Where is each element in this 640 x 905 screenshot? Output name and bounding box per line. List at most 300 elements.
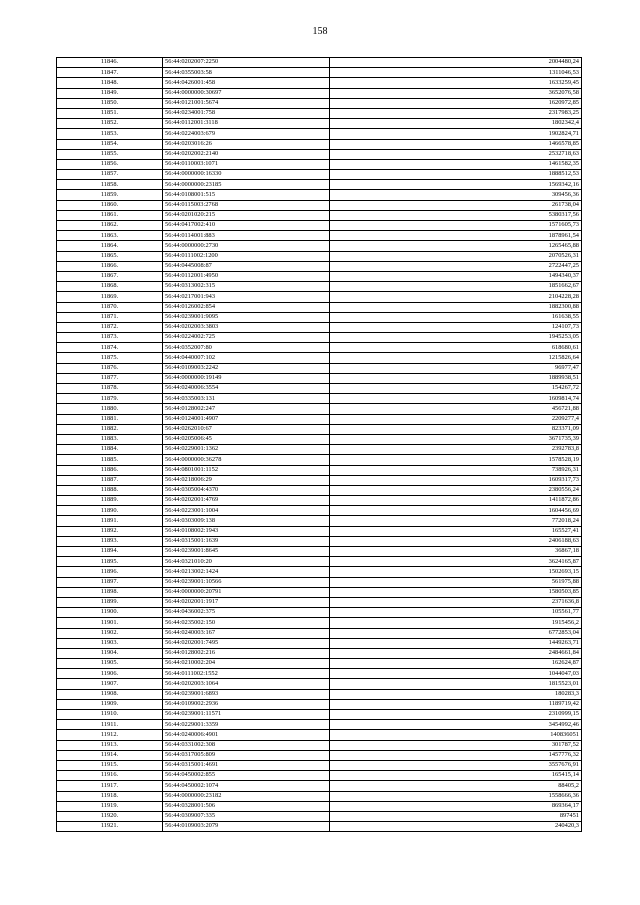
- cadastral-value: 165415,14: [330, 771, 582, 781]
- cadastral-value: 3557676,91: [330, 760, 582, 770]
- row-number: 11846.: [57, 58, 163, 68]
- cadastral-number: 56:44:0234001:758: [163, 108, 330, 118]
- row-number: 11852.: [57, 119, 163, 129]
- cadastral-value: 561975,88: [330, 577, 582, 587]
- cadastral-value: 1882300,88: [330, 302, 582, 312]
- row-number: 11861.: [57, 210, 163, 220]
- cadastral-value: 165527,41: [330, 526, 582, 536]
- cadastral-value: 1265465,88: [330, 241, 582, 251]
- cadastral-number: 56:44:0109002:2936: [163, 699, 330, 709]
- cadastral-number: 56:44:0202002:2140: [163, 149, 330, 159]
- table-row: [57, 750, 582, 760]
- table-row: [57, 689, 582, 699]
- cadastral-value: 1633259,45: [330, 78, 582, 88]
- cadastral-value: 240420,3: [330, 822, 582, 832]
- cadastral-value: 1411872,86: [330, 496, 582, 506]
- cadastral-value: 2532718,63: [330, 149, 582, 159]
- row-number: 11855.: [57, 149, 163, 159]
- table-row: [57, 302, 582, 312]
- cadastral-value: 2371636,8: [330, 597, 582, 607]
- cadastral-value: 2004480,24: [330, 58, 582, 68]
- cadastral-number: 56:44:0331002:308: [163, 740, 330, 750]
- table-row: [57, 434, 582, 444]
- cadastral-number: 56:44:0128002:216: [163, 648, 330, 658]
- cadastral-number: 56:44:0450002:855: [163, 771, 330, 781]
- cadastral-number: 56:44:0450002:1074: [163, 781, 330, 791]
- cadastral-number: 56:44:0000000:23185: [163, 180, 330, 190]
- cadastral-value: 1189719,42: [330, 699, 582, 709]
- cadastral-value: 2310999,15: [330, 710, 582, 720]
- row-number: 11858.: [57, 180, 163, 190]
- cadastral-number: 56:44:0124001:4907: [163, 414, 330, 424]
- table-row: [57, 679, 582, 689]
- row-number: 11850.: [57, 98, 163, 108]
- table-row: [57, 170, 582, 180]
- table-row: [57, 119, 582, 129]
- cadastral-number: 56:44:0239001:9095: [163, 312, 330, 322]
- cadastral-number: 56:44:0115003:2768: [163, 200, 330, 210]
- cadastral-value: 897451: [330, 811, 582, 821]
- row-number: 11914.: [57, 750, 163, 760]
- cadastral-number: 56:44:0801001:1152: [163, 465, 330, 475]
- cadastral-number: 56:44:0203016:26: [163, 139, 330, 149]
- cadastral-number: 56:44:0240003:167: [163, 628, 330, 638]
- cadastral-number: 56:44:0239001:6893: [163, 689, 330, 699]
- cadastral-value: 2722447,25: [330, 261, 582, 271]
- cadastral-value: 124107,73: [330, 322, 582, 332]
- row-number: 11908.: [57, 689, 163, 699]
- table-row: [57, 536, 582, 546]
- row-number: 11864.: [57, 241, 163, 251]
- cadastral-number: 56:44:0240006:3554: [163, 384, 330, 394]
- table-row: [57, 628, 582, 638]
- row-number: 11907.: [57, 679, 163, 689]
- cadastral-value: 2406188,63: [330, 536, 582, 546]
- cadastral-value: 1311046,53: [330, 68, 582, 78]
- table-row: [57, 516, 582, 526]
- cadastral-number: 56:44:0000000:36278: [163, 455, 330, 465]
- cadastral-number: 56:44:0235002:150: [163, 618, 330, 628]
- cadastral-value: 1851662,67: [330, 282, 582, 292]
- cadastral-number: 56:44:0321010:20: [163, 557, 330, 567]
- table-row: [57, 822, 582, 832]
- table-row: [57, 730, 582, 740]
- row-number: 11876.: [57, 363, 163, 373]
- row-number: 11860.: [57, 200, 163, 210]
- table-row: [57, 771, 582, 781]
- cadastral-value: 2070526,31: [330, 251, 582, 261]
- cadastral-value: 772018,24: [330, 516, 582, 526]
- row-number: 11869.: [57, 292, 163, 302]
- table-row: [57, 659, 582, 669]
- cadastral-number: 56:44:0417002:410: [163, 221, 330, 231]
- row-number: 11867.: [57, 271, 163, 281]
- cadastral-number: 56:44:0229001:3359: [163, 720, 330, 730]
- cadastral-value: 1815523,01: [330, 679, 582, 689]
- table-row: [57, 98, 582, 108]
- row-number: 11913.: [57, 740, 163, 750]
- cadastral-number: 56:44:0126002:854: [163, 302, 330, 312]
- row-number: 11857.: [57, 170, 163, 180]
- row-number: 11884.: [57, 445, 163, 455]
- cadastral-value: 1888512,53: [330, 170, 582, 180]
- cadastral-value: 2380556,24: [330, 485, 582, 495]
- row-number: 11856.: [57, 159, 163, 169]
- cadastral-number: 56:44:0315001:1639: [163, 536, 330, 546]
- table-row: [57, 424, 582, 434]
- row-number: 11851.: [57, 108, 163, 118]
- table-row: [57, 740, 582, 750]
- table-row: [57, 506, 582, 516]
- row-number: 11866.: [57, 261, 163, 271]
- row-number: 11875.: [57, 353, 163, 363]
- table-row: [57, 781, 582, 791]
- row-number: 11902.: [57, 628, 163, 638]
- row-number: 11899.: [57, 597, 163, 607]
- cadastral-value: 2104228,28: [330, 292, 582, 302]
- cadastral-value: 96977,47: [330, 363, 582, 373]
- cadastral-value: 869364,17: [330, 801, 582, 811]
- cadastral-value: 154267,72: [330, 384, 582, 394]
- row-number: 11881.: [57, 414, 163, 424]
- table-row: [57, 312, 582, 322]
- cadastral-number: 56:44:0202001:1917: [163, 597, 330, 607]
- row-number: 11859.: [57, 190, 163, 200]
- row-number: 11901.: [57, 618, 163, 628]
- table-row: [57, 648, 582, 658]
- row-number: 11915.: [57, 760, 163, 770]
- table-row: [57, 108, 582, 118]
- row-number: 11888.: [57, 485, 163, 495]
- table-row: [57, 159, 582, 169]
- cadastral-value: 180283,3: [330, 689, 582, 699]
- cadastral-value: 161638,55: [330, 312, 582, 322]
- cadastral-value: 618680,61: [330, 343, 582, 353]
- table-row: [57, 271, 582, 281]
- table-row: [57, 180, 582, 190]
- cadastral-number: 56:44:0111002:1552: [163, 669, 330, 679]
- row-number: 11911.: [57, 720, 163, 730]
- row-number: 11868.: [57, 282, 163, 292]
- table-row: [57, 231, 582, 241]
- row-number: 11894.: [57, 547, 163, 557]
- table-row: [57, 190, 582, 200]
- row-number: 11920.: [57, 811, 163, 821]
- table-row: [57, 373, 582, 383]
- cadastral-number: 56:44:0239001:10566: [163, 577, 330, 587]
- row-number: 11893.: [57, 536, 163, 546]
- cadastral-number: 56:44:0000000:16330: [163, 170, 330, 180]
- cadastral-value: 1580503,85: [330, 587, 582, 597]
- cadastral-number: 56:44:0229001:1362: [163, 445, 330, 455]
- table-row: [57, 251, 582, 261]
- row-number: 11883.: [57, 434, 163, 444]
- cadastral-number: 56:44:0240006:4901: [163, 730, 330, 740]
- cadastral-number: 56:44:0335003:131: [163, 394, 330, 404]
- table-row: [57, 455, 582, 465]
- row-number: 11904.: [57, 648, 163, 658]
- cadastral-value: 456721,88: [330, 404, 582, 414]
- table-row: [57, 557, 582, 567]
- row-number: 11862.: [57, 221, 163, 231]
- table-row: [57, 465, 582, 475]
- table-row: [57, 282, 582, 292]
- cadastral-number: 56:44:0128002:247: [163, 404, 330, 414]
- row-number: 11905.: [57, 659, 163, 669]
- row-number: 11873.: [57, 333, 163, 343]
- table-row: [57, 343, 582, 353]
- table-row: [57, 88, 582, 98]
- table-row: [57, 567, 582, 577]
- cadastral-number: 56:44:0000000:20791: [163, 587, 330, 597]
- row-number: 11897.: [57, 577, 163, 587]
- cadastral-value: 1620972,85: [330, 98, 582, 108]
- row-number: 11880.: [57, 404, 163, 414]
- table-row: [57, 333, 582, 343]
- cadastral-number: 56:44:0328001:506: [163, 801, 330, 811]
- row-number: 11887.: [57, 475, 163, 485]
- row-number: 11878.: [57, 384, 163, 394]
- table-row: [57, 129, 582, 139]
- cadastral-number: 56:44:0224002:725: [163, 333, 330, 343]
- table-row: [57, 791, 582, 801]
- cadastral-value: 105561,77: [330, 608, 582, 618]
- cadastral-number: 56:44:0355003:58: [163, 68, 330, 78]
- cadastral-number: 56:44:0217001:943: [163, 292, 330, 302]
- row-number: 11882.: [57, 424, 163, 434]
- cadastral-value: 2484661,84: [330, 648, 582, 658]
- cadastral-value: 309456,36: [330, 190, 582, 200]
- cadastral-number: 56:44:0313002:315: [163, 282, 330, 292]
- cadastral-value: 3671735,39: [330, 434, 582, 444]
- table-row: [57, 587, 582, 597]
- cadastral-number: 56:44:0109003:2242: [163, 363, 330, 373]
- cadastral-number: 56:44:0109003:2079: [163, 822, 330, 832]
- table-row: [57, 485, 582, 495]
- cadastral-value-table: [56, 57, 582, 832]
- cadastral-value: 1449263,71: [330, 638, 582, 648]
- table-row: [57, 811, 582, 821]
- row-number: 11898.: [57, 587, 163, 597]
- table-row: [57, 475, 582, 485]
- row-number: 11879.: [57, 394, 163, 404]
- table-row: [57, 210, 582, 220]
- cadastral-number: 56:44:0202003:3803: [163, 322, 330, 332]
- cadastral-value: 1945253,05: [330, 333, 582, 343]
- table-row: [57, 404, 582, 414]
- table-row: [57, 261, 582, 271]
- cadastral-value: 1609317,73: [330, 475, 582, 485]
- row-number: 11886.: [57, 465, 163, 475]
- row-number: 11896.: [57, 567, 163, 577]
- cadastral-value: 1878961,54: [330, 231, 582, 241]
- table-row: [57, 68, 582, 78]
- cadastral-value: 1457776,32: [330, 750, 582, 760]
- page-number: 158: [312, 26, 328, 37]
- cadastral-number: 56:44:0110003:1071: [163, 159, 330, 169]
- table-row: [57, 363, 582, 373]
- table-row: [57, 526, 582, 536]
- cadastral-number: 56:44:0000000:23182: [163, 791, 330, 801]
- row-number: 11919.: [57, 801, 163, 811]
- cadastral-number: 56:44:0303009:138: [163, 516, 330, 526]
- table-row: [57, 445, 582, 455]
- row-number: 11916.: [57, 771, 163, 781]
- cadastral-number: 56:44:0315001:4691: [163, 760, 330, 770]
- row-number: 11885.: [57, 455, 163, 465]
- table-row: [57, 78, 582, 88]
- cadastral-value: 5380317,56: [330, 210, 582, 220]
- cadastral-value: 1902824,71: [330, 129, 582, 139]
- cadastral-number: 56:44:0224003:679: [163, 129, 330, 139]
- row-number: 11865.: [57, 251, 163, 261]
- cadastral-value: 1558666,36: [330, 791, 582, 801]
- table-row: [57, 384, 582, 394]
- table-row: [57, 139, 582, 149]
- cadastral-number: 56:44:0112001:3118: [163, 119, 330, 129]
- row-number: 11895.: [57, 557, 163, 567]
- cadastral-number: 56:44:0111002:1200: [163, 251, 330, 261]
- cadastral-number: 56:44:0218006:29: [163, 475, 330, 485]
- cadastral-value: 3624165,87: [330, 557, 582, 567]
- table-row: [57, 322, 582, 332]
- row-number: 11910.: [57, 710, 163, 720]
- table-row: [57, 200, 582, 210]
- cadastral-number: 56:44:0213002:1424: [163, 567, 330, 577]
- row-number: 11889.: [57, 496, 163, 506]
- cadastral-number: 56:44:0202001:7495: [163, 638, 330, 648]
- cadastral-value: 2209277,4: [330, 414, 582, 424]
- cadastral-value: 1604456,69: [330, 506, 582, 516]
- row-number: 11871.: [57, 312, 163, 322]
- cadastral-value: 1571605,73: [330, 221, 582, 231]
- row-number: 11891.: [57, 516, 163, 526]
- cadastral-value: 2317983,25: [330, 108, 582, 118]
- table-row: [57, 669, 582, 679]
- cadastral-number: 56:44:0223001:1004: [163, 506, 330, 516]
- row-number: 11890.: [57, 506, 163, 516]
- cadastral-number: 56:44:0000000:30697: [163, 88, 330, 98]
- cadastral-number: 56:44:0121001:5674: [163, 98, 330, 108]
- row-number: 11877.: [57, 373, 163, 383]
- row-number: 11863.: [57, 231, 163, 241]
- cadastral-value: 301787,52: [330, 740, 582, 750]
- row-number: 11874.: [57, 343, 163, 353]
- cadastral-number: 56:44:0112001:4950: [163, 271, 330, 281]
- row-number: 11906.: [57, 669, 163, 679]
- cadastral-value: 1461582,35: [330, 159, 582, 169]
- row-number: 11900.: [57, 608, 163, 618]
- cadastral-value: 823371,09: [330, 424, 582, 434]
- cadastral-number: 56:44:0262010:67: [163, 424, 330, 434]
- table-row: [57, 221, 582, 231]
- cadastral-number: 56:44:0202003:1064: [163, 679, 330, 689]
- cadastral-value: 3652076,58: [330, 88, 582, 98]
- cadastral-number: 56:44:0426001:458: [163, 78, 330, 88]
- cadastral-number: 56:44:0114001:883: [163, 231, 330, 241]
- table-row: [57, 547, 582, 557]
- table-row: [57, 577, 582, 587]
- cadastral-number: 56:44:0440007:102: [163, 353, 330, 363]
- cadastral-number: 56:44:0436002:375: [163, 608, 330, 618]
- cadastral-number: 56:44:0202001:4769: [163, 496, 330, 506]
- cadastral-value: 1466578,85: [330, 139, 582, 149]
- table-body: [57, 58, 582, 832]
- table-row: [57, 241, 582, 251]
- cadastral-number: 56:44:0317005:809: [163, 750, 330, 760]
- row-number: 11892.: [57, 526, 163, 536]
- row-number: 11854.: [57, 139, 163, 149]
- cadastral-value: 1609814,74: [330, 394, 582, 404]
- cadastral-value: 1044047,03: [330, 669, 582, 679]
- cadastral-number: 56:44:0309007:335: [163, 811, 330, 821]
- cadastral-number: 56:44:0000000:2730: [163, 241, 330, 251]
- row-number: 11921.: [57, 822, 163, 832]
- row-number: 11903.: [57, 638, 163, 648]
- cadastral-number: 56:44:0352007:80: [163, 343, 330, 353]
- row-number: 11848.: [57, 78, 163, 88]
- table-row: [57, 597, 582, 607]
- table-row: [57, 496, 582, 506]
- cadastral-value: 261738,04: [330, 200, 582, 210]
- cadastral-number: 56:44:0000000:19149: [163, 373, 330, 383]
- cadastral-value: 1502693,15: [330, 567, 582, 577]
- cadastral-number: 56:44:0239001:8645: [163, 547, 330, 557]
- cadastral-value: 36867,18: [330, 547, 582, 557]
- table-row: [57, 608, 582, 618]
- cadastral-number: 56:44:0108001:515: [163, 190, 330, 200]
- cadastral-value: 1569342,16: [330, 180, 582, 190]
- cadastral-number: 56:44:0239001:11571: [163, 710, 330, 720]
- table-row: [57, 58, 582, 68]
- row-number: 11918.: [57, 791, 163, 801]
- cadastral-number: 56:44:0445008:87: [163, 261, 330, 271]
- cadastral-value: 88405,2: [330, 781, 582, 791]
- cadastral-value: 1889938,51: [330, 373, 582, 383]
- row-number: 11849.: [57, 88, 163, 98]
- cadastral-value: 3454992,46: [330, 720, 582, 730]
- row-number: 11853.: [57, 129, 163, 139]
- table-row: [57, 618, 582, 628]
- table-row: [57, 394, 582, 404]
- row-number: 11872.: [57, 322, 163, 332]
- cadastral-value: 140836051: [330, 730, 582, 740]
- cadastral-value: 1215826,64: [330, 353, 582, 363]
- table-row: [57, 638, 582, 648]
- cadastral-value: 6772853,04: [330, 628, 582, 638]
- cadastral-value: 738926,31: [330, 465, 582, 475]
- cadastral-value: 1578528,19: [330, 455, 582, 465]
- cadastral-value: 1915456,2: [330, 618, 582, 628]
- table-row: [57, 720, 582, 730]
- row-number: 11847.: [57, 68, 163, 78]
- cadastral-number: 56:44:0108002:1943: [163, 526, 330, 536]
- row-number: 11917.: [57, 781, 163, 791]
- row-number: 11912.: [57, 730, 163, 740]
- table-row: [57, 292, 582, 302]
- cadastral-value: 162624,87: [330, 659, 582, 669]
- table-row: [57, 353, 582, 363]
- table-row: [57, 699, 582, 709]
- cadastral-value: 1802342,4: [330, 119, 582, 129]
- row-number: 11870.: [57, 302, 163, 312]
- table-row: [57, 801, 582, 811]
- row-number: 11909.: [57, 699, 163, 709]
- table-row: [57, 760, 582, 770]
- cadastral-number: 56:44:0205006:45: [163, 434, 330, 444]
- table-row: [57, 149, 582, 159]
- cadastral-number: 56:44:0202007:2250: [163, 58, 330, 68]
